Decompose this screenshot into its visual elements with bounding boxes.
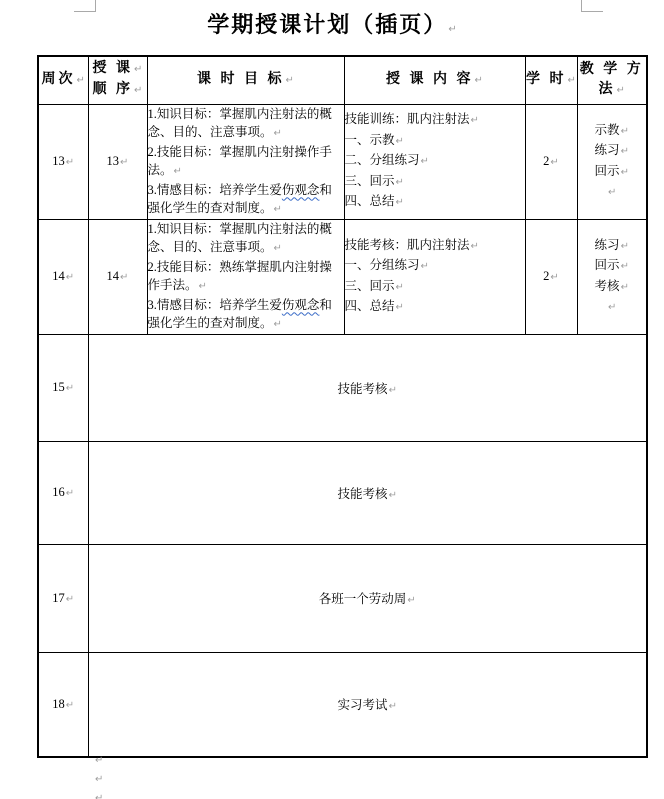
- paragraph-mark: ↵: [395, 176, 404, 188]
- header-order[interactable]: [88, 56, 147, 104]
- header-hours[interactable]: [525, 56, 577, 104]
- table-header-row: [38, 56, 647, 104]
- objective-line: 2.技能目标：掌握肌内注射操作手法。↵: [147, 144, 332, 177]
- content-line: 四、总结↵: [344, 299, 404, 313]
- method-line: 练习↵: [594, 143, 629, 157]
- content-line: 技能考核：肌内注射法↵: [344, 237, 479, 252]
- paragraph-mark: ↵: [134, 64, 143, 76]
- cell-merged-15[interactable]: [88, 334, 647, 441]
- cell-merged-18[interactable]: [88, 652, 647, 757]
- header-objectives[interactable]: [147, 56, 344, 104]
- cell-content-14[interactable]: [344, 219, 525, 334]
- cell-week-15[interactable]: [38, 334, 88, 441]
- cell-week-18[interactable]: [38, 652, 88, 757]
- table-row-week-15: [38, 334, 647, 441]
- paragraph-mark: ↵: [420, 261, 429, 272]
- empty-paragraph-line: [578, 182, 647, 203]
- cell-method-14[interactable]: [577, 219, 647, 334]
- cell-hours-13[interactable]: [525, 104, 577, 219]
- cell-week-13[interactable]: [38, 104, 88, 219]
- cell-week-16[interactable]: [38, 441, 88, 544]
- content-line: 四、总结↵: [344, 194, 404, 209]
- header-method[interactable]: [577, 56, 647, 104]
- paragraph-mark: ↵: [470, 115, 479, 127]
- cell-end-mark: ↵: [76, 74, 85, 86]
- content-line: 一、分组练习↵: [344, 258, 429, 272]
- paragraph-mark: ↵: [95, 793, 104, 799]
- cell-end-mark: ↵: [550, 157, 559, 168]
- week-number: 18: [52, 696, 65, 711]
- cell-end-mark: ↵: [134, 85, 143, 97]
- paragraph-mark: ↵: [273, 127, 282, 139]
- paragraph-mark: ↵: [273, 203, 282, 215]
- header-objectives-label: 课 时 目 标: [197, 71, 285, 87]
- paragraph-mark: ↵: [95, 774, 104, 785]
- week-number: 17: [52, 590, 65, 605]
- trailing-empty-paragraphs[interactable]: [95, 751, 103, 799]
- cell-end-mark: ↵: [608, 302, 617, 313]
- paragraph-mark: ↵: [273, 242, 282, 254]
- empty-paragraph-line: [578, 297, 647, 318]
- cell-order-13[interactable]: [88, 104, 147, 219]
- cell-merged-17[interactable]: [88, 544, 647, 652]
- cell-end-mark: ↵: [616, 84, 625, 96]
- cell-end-mark: ↵: [65, 593, 75, 605]
- method-line: 示教↵: [594, 122, 629, 137]
- header-order-line1: 授 课: [92, 61, 134, 77]
- cell-content-13[interactable]: [344, 104, 525, 219]
- paragraph-mark: ↵: [620, 281, 629, 293]
- cell-end-mark: ↵: [395, 302, 404, 313]
- document-title-text: 学期授课计划（插页）: [207, 12, 448, 37]
- cell-order-14[interactable]: [88, 219, 147, 334]
- cell-objectives-14[interactable]: [147, 219, 344, 334]
- paragraph-mark: ↵: [395, 281, 404, 293]
- cell-week-17[interactable]: [38, 544, 88, 652]
- week-number: 16: [52, 485, 65, 499]
- header-hours-label: 学 时: [526, 71, 567, 87]
- cell-end-mark: ↵: [395, 197, 404, 209]
- cell-week-14[interactable]: [38, 219, 88, 334]
- objective-line: 3.情感目标：培养学生爱伤观念和强化学生的查对制度。↵: [147, 182, 332, 215]
- header-week[interactable]: [38, 56, 88, 104]
- cell-end-mark: ↵: [388, 489, 397, 501]
- hours-value: 2: [543, 154, 550, 168]
- cell-end-mark: ↵: [65, 488, 75, 499]
- hours-value: 2: [543, 269, 550, 283]
- merged-row-label: 各班一个劳动周: [318, 592, 407, 606]
- header-week-label: 周次: [41, 71, 76, 87]
- table-row-week-13: [38, 104, 647, 219]
- week-number: 14: [52, 269, 65, 283]
- objective-line: 1.知识目标：掌握肌内注射法的概念、目的、注意事项。↵: [147, 106, 332, 139]
- cell-end-mark: ↵: [567, 74, 576, 86]
- cell-end-mark: ↵: [65, 699, 75, 711]
- header-content-label: 授 课 内 容: [386, 71, 474, 87]
- merged-row-label: 技能考核: [337, 381, 388, 396]
- cell-objectives-13[interactable]: [147, 104, 344, 219]
- objective-line: 2.技能目标：熟练掌握肌内注射操作手法。↵: [147, 259, 332, 292]
- table-row-week-18: [38, 652, 647, 757]
- paragraph-mark: ↵: [620, 261, 629, 272]
- paragraph-mark: ↵: [620, 146, 629, 157]
- content-line: 三、回示↵: [344, 278, 404, 293]
- method-line: 回示↵: [594, 258, 629, 272]
- paragraph-mark: ↵: [173, 165, 182, 177]
- paragraph-mark: ↵: [95, 755, 104, 766]
- week-number: 15: [52, 380, 65, 394]
- content-line: 二、分组练习↵: [344, 153, 429, 168]
- paragraph-mark: ↵: [470, 240, 479, 252]
- content-line: 三、回示↵: [344, 173, 404, 188]
- paragraph-mark: ↵: [273, 318, 282, 330]
- cell-end-mark: ↵: [65, 383, 75, 394]
- cell-end-mark: ↵: [285, 74, 294, 86]
- paragraph-mark: ↵: [448, 24, 457, 35]
- cell-hours-14[interactable]: [525, 219, 577, 334]
- paragraph-mark: ↵: [420, 156, 429, 168]
- cell-end-mark: ↵: [388, 701, 397, 713]
- spellcheck-underlined-text: 伤观念: [281, 182, 320, 197]
- document-title[interactable]: [0, 10, 664, 45]
- paragraph-mark: ↵: [395, 135, 404, 147]
- objective-line: 1.知识目标：掌握肌内注射法的概念、目的、注意事项。↵: [147, 221, 332, 254]
- teaching-plan-table: [37, 55, 648, 758]
- table-row-week-16: [38, 441, 647, 544]
- content-line: 技能训练：肌内注射法↵: [344, 112, 479, 127]
- method-line: 考核↵: [594, 278, 629, 293]
- cell-end-mark: ↵: [474, 74, 483, 86]
- cell-end-mark: ↵: [550, 272, 559, 283]
- cell-end-mark: ↵: [407, 595, 416, 606]
- content-line: 一、示教↵: [344, 132, 404, 147]
- cell-end-mark: ↵: [120, 272, 129, 283]
- paragraph-mark: ↵: [198, 280, 207, 292]
- week-number: 13: [52, 154, 65, 168]
- paragraph-mark: ↵: [620, 240, 629, 252]
- order-number: 13: [106, 154, 120, 168]
- method-line: 练习↵: [594, 237, 629, 252]
- cell-merged-16[interactable]: [88, 441, 647, 544]
- cell-end-mark: ↵: [65, 157, 75, 168]
- cell-end-mark: ↵: [608, 187, 617, 198]
- header-content[interactable]: [344, 56, 525, 104]
- method-line: 回示↵: [594, 163, 629, 178]
- order-number: 14: [106, 269, 120, 283]
- cell-method-13[interactable]: [577, 104, 647, 219]
- table-row-week-17: [38, 544, 647, 652]
- paragraph-mark: ↵: [620, 166, 629, 178]
- cell-end-mark: ↵: [388, 384, 397, 396]
- spellcheck-underlined-text: 伤观念: [281, 297, 320, 312]
- merged-row-label: 实习考试: [337, 698, 388, 713]
- cell-end-mark: ↵: [120, 157, 129, 168]
- header-method-label: 教 学 方 法: [579, 61, 644, 97]
- header-order-line2: 顺 序: [92, 82, 134, 98]
- table-row-week-14: [38, 219, 647, 334]
- paragraph-mark: ↵: [620, 125, 629, 137]
- cell-end-mark: ↵: [65, 272, 75, 283]
- objective-line: 3.情感目标：培养学生爱伤观念和强化学生的查对制度。↵: [147, 297, 332, 330]
- merged-row-label: 技能考核: [337, 486, 388, 501]
